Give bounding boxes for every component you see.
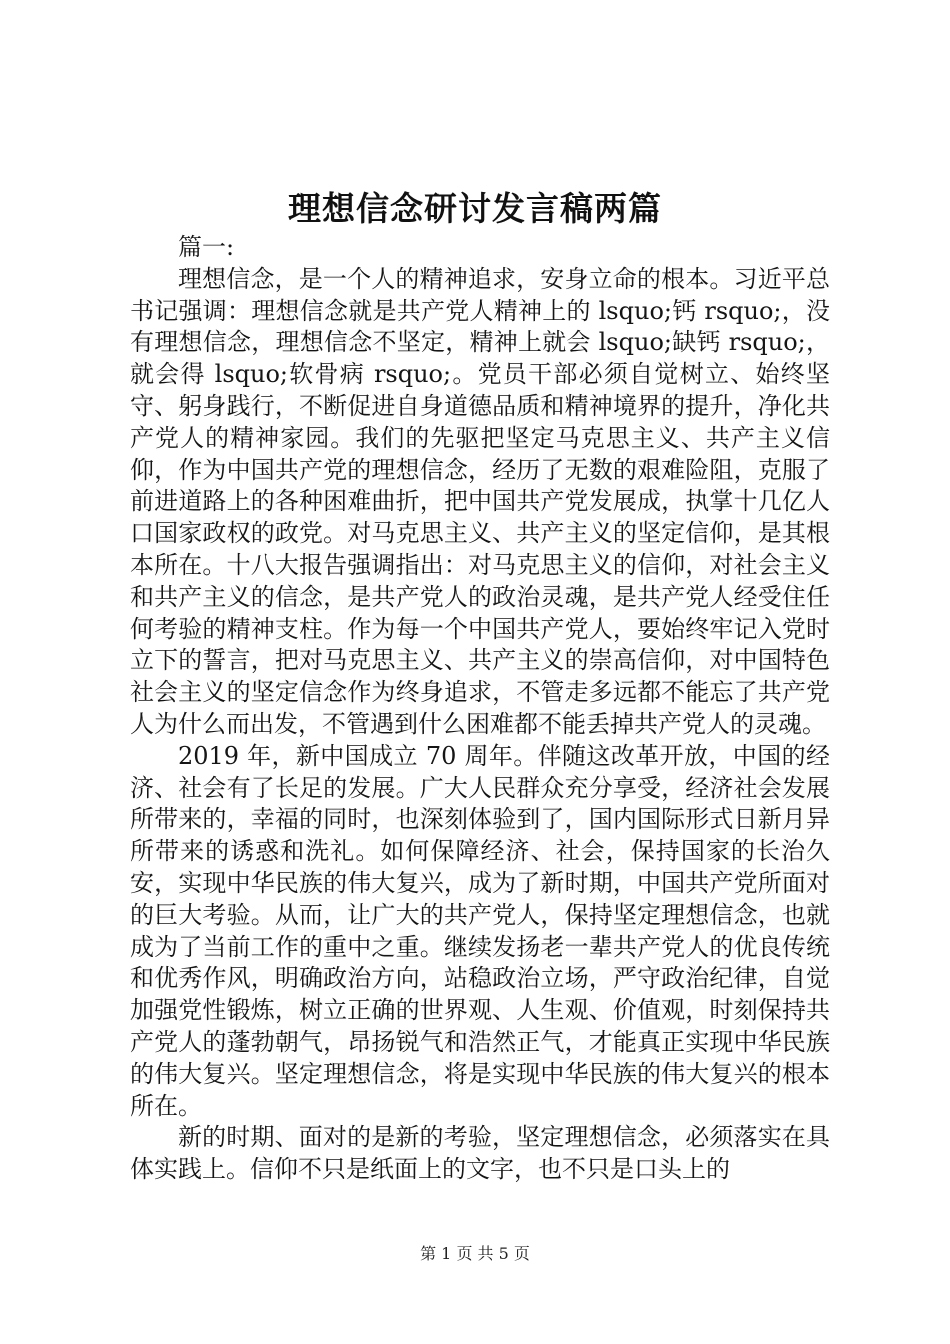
section-label: 篇一: (178, 233, 235, 261)
paragraph-2: 2019 年，新中国成立 70 周年。伴随这改革开放，中国的经济、社会有了长足的发展。广大人民群众充分享受，经济社会发展所带来的，幸福的同时，也深刻体验到了，国内国际形式日新月异所带来的诱惑和洗礼。如何保障经济、社会，保持国家的长治久安，实现中华民族的伟大复兴，成为了新时期，中国共产党所面对的巨大考验。从而，让广大的共产党人，保持坚定理想信念，也就成为了当前工作的重中之重。继续发扬老一辈共产党人的优良传统和优秀作风，明确政治方向，站稳政治立场，严守政治纪律，自觉加强党性锻炼，树立正确的世界观、人生观、价值观，时刻保持共产党人的蓬勃朝气，昂扬锐气和浩然正气，才能真正实现中华民族的伟大复兴。坚定理想信念，将是实现中华民族的伟大复兴的根本所在。 (130, 741, 830, 1120)
document-title: 理想信念研讨发言稿两篇 (288, 189, 662, 228)
paragraph-3: 新的时期、面对的是新的考验，坚定理想信念，必须落实在具体实践上。信仰不只是纸面上的文字，也不只是口头上的 (130, 1123, 830, 1184)
document-body (130, 232, 830, 1186)
page-footer: 第 1 页 共 5 页 (420, 1244, 530, 1263)
paragraph-1: 理想信念，是一个人的精神追求，安身立命的根本。习近平总书记强调：理想信念就是共产党人精神上的 lsquo;钙 rsquo;，没有理想信念，理想信念不坚定，精神上就会 lsquo;缺钙 rsquo;，就会得 lsquo;软骨病 rsquo;。党员干部必须自觉树立、始终坚守、躬身践行，不断促进自身道德品质和精神境界的提升，净化共产党人的精神家园。我们的先驱把坚定马克思主义、共产主义信仰，作为中国共产党的理想信念，经历了无数的艰难险阻，克服了前进道路上的各种困难曲折，把中国共产党发展成，执掌十几亿人口国家政权的政党。对马克思主义、共产主义的坚定信仰，是其根本所在。十八大报告强调指出：对马克思主义的信仰，对社会主义和共产主义的信念，是共产党人的政治灵魂，是共产党人经受住任何考验的精神支柱。作为每一个中国共产党人，要始终牢记入党时立下的誓言，把对马克思主义、共产主义的崇高信仰，对中国特色社会主义的坚定信念作为终身追求，不管走多远都不能忘了共产党人为什么而出发，不管遇到什么困难都不能丢掉共产党人的灵魂。 (130, 264, 830, 738)
